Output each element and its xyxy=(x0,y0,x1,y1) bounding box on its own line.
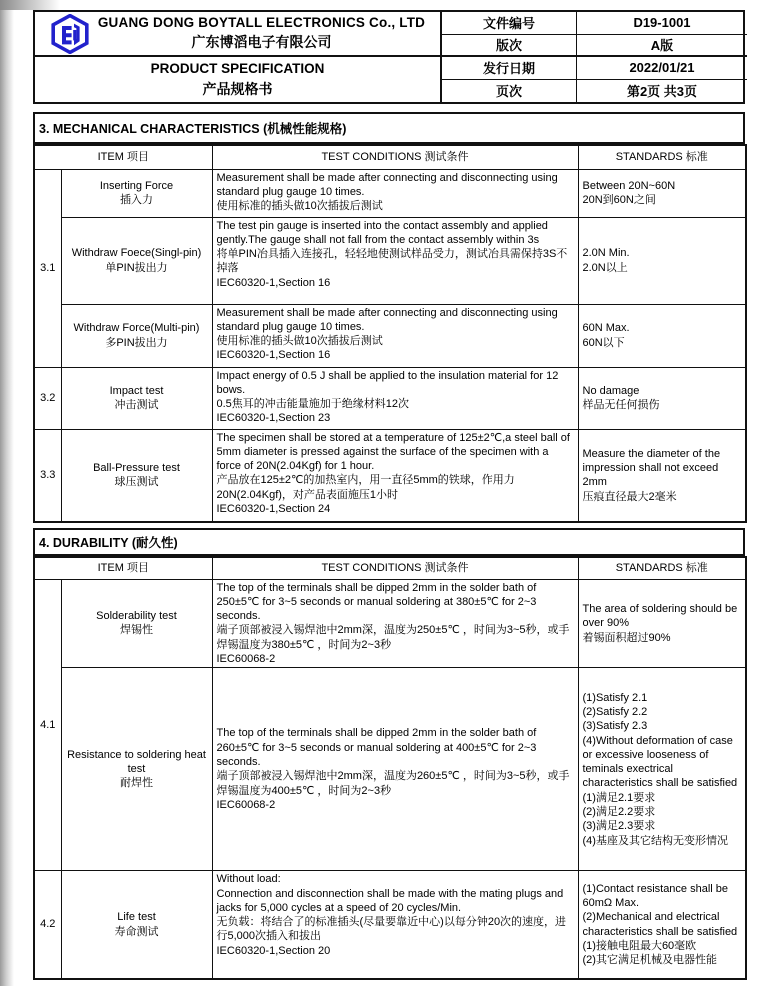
standards xyxy=(578,579,746,668)
item-number: 4.2 xyxy=(34,871,61,979)
item-name-en: Impact test xyxy=(109,384,164,397)
standard-line: (1)Satisfy 2.1 xyxy=(582,691,648,704)
table-row xyxy=(34,429,746,522)
standard-line: (4)基座及其它结构无变形情况 xyxy=(582,834,728,847)
standard-line: No damage xyxy=(582,384,640,397)
doc-number-label: 文件编号 xyxy=(442,12,577,35)
test-line: Measurement shall be made after connecting and disconnecting using standard plug gauge 10 times. xyxy=(216,171,558,198)
doc-title-cn: 产品规格书 xyxy=(202,80,273,97)
item-name-cn: 插入力 xyxy=(120,194,153,206)
standards xyxy=(578,217,746,304)
test-line: IEC60320-1,Section 16 xyxy=(216,276,331,289)
standard-line: (2)Mechanical and electrical characteristics shall be satisfied xyxy=(582,911,738,938)
standard-line: Between 20N~60N xyxy=(582,179,676,192)
doc-number-value: D19-1001 xyxy=(577,12,747,35)
test-conditions xyxy=(212,217,578,304)
item-name-en: Inserting Force xyxy=(99,179,174,192)
test-line: 将单PIN冶具插入连接孔，轻轻地使测试样品受力，测试冶具需保持3S不掉落 xyxy=(216,248,568,275)
standard-line: 60N以下 xyxy=(582,336,625,349)
document-header xyxy=(33,10,745,104)
test-line: 产品放在125±2℃的加热室内，用一直径5mm的铁球，作用力20N(2.04Kgf)，对产品表面施压1小时 xyxy=(216,474,515,501)
column-header-test-conditions: TEST CONDITIONS 测试条件 xyxy=(212,145,578,169)
item-name-en: Withdraw Force(Multi-pin) xyxy=(73,322,200,335)
test-conditions xyxy=(212,871,578,979)
table-row xyxy=(34,579,746,668)
item-name-cn: 焊锡性 xyxy=(120,624,153,637)
standard-line: (2)其它满足机械及电器性能 xyxy=(582,954,717,967)
test-line: 端子顶部被浸入锡焊池中2mm深，温度为260±5℃ ，时间为3~5秒，或手焊锡温度为400±5℃ ，时间为2~3秒 xyxy=(216,770,570,797)
test-line: The top of the terminals shall be dipped 2mm in the solder bath of 250±5℃ for 3~5 seconds or manual soldering at 380±5℃ for 2~3 seconds. xyxy=(216,581,537,623)
item-name-cn: 单PIN拔出力 xyxy=(105,261,168,274)
revision-value: A版 xyxy=(577,35,747,58)
standards xyxy=(578,668,746,871)
test-line: Measurement shall be made after connecting and disconnecting using standard plug gauge 10 times. xyxy=(216,306,558,333)
standard-line: (1)接触电阻最大60毫欧 xyxy=(582,939,697,952)
test-line: 使用标准的插头做10次插拔后测试 xyxy=(216,200,383,213)
durability-table xyxy=(33,556,747,980)
issue-date-value: 2022/01/21 xyxy=(577,57,747,80)
table-header-row xyxy=(34,145,746,169)
test-conditions xyxy=(212,429,578,522)
standards xyxy=(578,429,746,522)
item-number: 4.1 xyxy=(34,579,61,871)
item-name-cn: 球压测试 xyxy=(114,476,159,489)
revision-label: 版次 xyxy=(442,35,577,58)
doc-title-cell xyxy=(35,57,442,102)
standards xyxy=(578,304,746,367)
test-line: Without load: xyxy=(216,873,281,886)
test-line: Impact energy of 0.5 J shall be applied to the insulation material for 12 bows. xyxy=(216,369,559,396)
standard-line: (1)满足2.1要求 xyxy=(582,791,656,804)
item-name xyxy=(61,668,212,871)
test-line: IEC60320-1,Section 20 xyxy=(216,944,331,957)
scan-edge-artifact xyxy=(0,0,14,986)
mechanical-characteristics-table xyxy=(33,144,747,523)
item-name xyxy=(61,217,212,304)
column-header-test-conditions: TEST CONDITIONS 测试条件 xyxy=(212,557,578,579)
item-name xyxy=(61,367,212,429)
section-title-durability: 4. DURABILITY (耐久性) xyxy=(33,528,745,556)
test-line: The top of the terminals shall be dipped 2mm in the solder bath of 260±5℃ for 3~5 seconds or manual soldering at 400±5℃ for 2~3 seconds. xyxy=(216,727,537,768)
column-header-item: ITEM 项目 xyxy=(34,145,212,169)
item-name xyxy=(61,871,212,979)
standard-line: 20N到60N之间 xyxy=(582,194,656,206)
table-row xyxy=(34,304,746,367)
table-row xyxy=(34,367,746,429)
item-name-en: Life test xyxy=(117,911,156,924)
table-row xyxy=(34,217,746,304)
test-line: 无负载：将结合了的标准插头(尽量要靠近中心)以每分钟20次的速度，进行5,000次插入和拔出 xyxy=(216,916,567,943)
company-name-en: GUANG DONG BOYTALL ELECTRONICS Co., LTD xyxy=(97,15,426,30)
item-name xyxy=(61,304,212,367)
item-name-cn: 寿命测试 xyxy=(114,925,159,938)
test-conditions xyxy=(212,367,578,429)
company-header-cell xyxy=(35,12,442,57)
standards xyxy=(578,169,746,217)
table-header-row xyxy=(34,557,746,579)
standard-line: (3)Satisfy 2.3 xyxy=(582,720,648,733)
page-number-value: 第2页 共3页 xyxy=(626,84,698,100)
test-line: IEC60320-1,Section 23 xyxy=(216,412,331,425)
company-name-cn: 广东博滔电子有限公司 xyxy=(191,34,332,50)
test-conditions xyxy=(212,668,578,871)
scan-edge-artifact-top xyxy=(0,0,60,10)
item-name xyxy=(61,169,212,217)
standard-line: (2)满足2.2要求 xyxy=(582,806,656,819)
test-line: The specimen shall be stored at a temperature of 125±2℃,a steel ball of 5mm diameter is pressed against the surface of the specimen with a force of 20N(2.04Kgf) for 1 hour. xyxy=(216,431,570,473)
company-name-block xyxy=(98,15,425,52)
table-row xyxy=(34,871,746,979)
test-line: IEC60320-1,Section 16 xyxy=(216,349,331,362)
issue-date-label: 发行日期 xyxy=(442,57,577,80)
test-line: The test pin gauge is inserted into the contact assembly and applied gently.The gauge shall not fall from the contact assembly within 3s xyxy=(216,219,548,246)
test-line: IEC60068-2 xyxy=(216,798,276,811)
item-name-en: Resistance to soldering heat test xyxy=(67,748,206,776)
standard-line: (3)满足2.3要求 xyxy=(582,820,656,833)
test-conditions xyxy=(212,169,578,217)
item-number: 3.1 xyxy=(34,169,61,367)
test-line: 0.5焦耳的冲击能量施加于绝缘材料12次 xyxy=(216,398,410,411)
item-name xyxy=(61,429,212,522)
test-conditions xyxy=(212,579,578,668)
standard-line: 着锡面积超过90% xyxy=(582,631,671,644)
company-cube-logo-icon xyxy=(50,14,90,54)
doc-title-en: PRODUCT SPECIFICATION xyxy=(150,60,325,76)
test-conditions xyxy=(212,304,578,367)
test-line: Connection and disconnection shall be made with the mating plugs and jacks for 5,000 cycles at a speed of 20 cycles/Min. xyxy=(216,887,564,914)
standard-line: 60N Max. xyxy=(582,322,630,335)
section-title-mechanical: 3. MECHANICAL CHARACTERISTICS (机械性能规格) xyxy=(33,112,745,144)
test-line: 端子顶部被浸入锡焊池中2mm深，温度为250±5℃ ，时间为3~5秒，或手焊锡温度为380±5℃ ，时间为2~3秒 xyxy=(216,624,570,651)
column-header-standards: STANDARDS 标准 xyxy=(578,145,746,169)
page-number-label: 页次 xyxy=(442,80,577,103)
standard-line: 压痕直径最大2毫米 xyxy=(582,490,677,503)
standard-line: 样品无任何损伤 xyxy=(582,399,660,411)
test-line: 使用标准的插头做10次插拔后测试 xyxy=(216,335,383,348)
item-name-cn: 冲击测试 xyxy=(114,399,159,411)
standard-line: (1)Contact resistance shall be 60mΩ Max. xyxy=(582,882,729,909)
standard-line: (4)Without deformation of case or excessive looseness of teminals exectrical characteristics shall be satisfied xyxy=(582,734,738,790)
item-name-en: Ball-Pressure test xyxy=(93,461,180,474)
item-number: 3.3 xyxy=(34,429,61,522)
column-header-item: ITEM 项目 xyxy=(34,557,212,579)
table-row xyxy=(34,169,746,217)
standards xyxy=(578,871,746,979)
standard-line: 2.0N以上 xyxy=(582,261,628,274)
item-name-cn: 多PIN拔出力 xyxy=(105,336,168,349)
column-header-standards: STANDARDS 标准 xyxy=(578,557,746,579)
item-name-cn: 耐焊性 xyxy=(120,777,153,790)
item-name xyxy=(61,579,212,668)
test-line: IEC60320-1,Section 24 xyxy=(216,502,331,515)
standard-line: 2.0N Min. xyxy=(582,247,630,260)
test-line: IEC60068-2 xyxy=(216,652,276,665)
standard-line: Measure the diameter of the impression shall not exceed 2mm xyxy=(582,447,721,489)
standard-line: The area of soldering should be over 90% xyxy=(582,602,738,630)
item-name-en: Solderability test xyxy=(96,610,177,623)
standards xyxy=(578,367,746,429)
standard-line: (2)Satisfy 2.2 xyxy=(582,705,648,718)
item-number: 3.2 xyxy=(34,367,61,429)
table-row xyxy=(34,668,746,871)
item-name-en: Withdraw Foece(Singl-pin) xyxy=(71,247,202,260)
